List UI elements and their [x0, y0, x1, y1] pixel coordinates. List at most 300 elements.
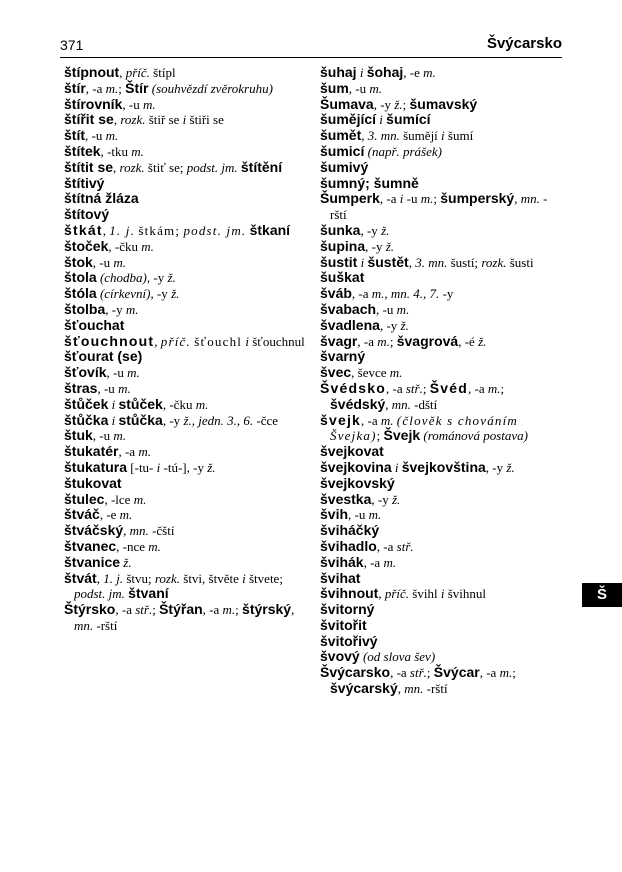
dictionary-entry — [64, 144, 308, 160]
entry-text: , -a — [202, 602, 223, 618]
dictionary-entry — [64, 349, 308, 365]
grammar-note: příč. — [160, 333, 191, 349]
headword: šohaj — [366, 64, 404, 80]
entry-text: , -a — [361, 412, 381, 428]
headword: štvát — [64, 569, 97, 586]
headword: švec — [320, 364, 352, 381]
grammar-note: m. — [377, 333, 390, 349]
entry-text: , -e — [403, 65, 424, 80]
grammar-note: podst. jm. — [74, 586, 125, 602]
grammar-note: mn. — [129, 523, 149, 539]
headword: štulec — [64, 490, 105, 507]
headword: štukatura — [64, 458, 128, 475]
headword: Švýcarsko — [320, 664, 391, 681]
entry-text: ; — [118, 80, 126, 96]
entry-text: švihl — [409, 586, 441, 602]
grammar-note: mn. — [74, 617, 94, 633]
headword: štůček — [64, 395, 109, 412]
entry-text: , -a — [118, 444, 139, 460]
grammar-note: i — [245, 333, 249, 349]
dictionary-entry — [320, 444, 564, 460]
headword: švédský — [330, 395, 386, 412]
headword: švitořivý — [320, 632, 378, 649]
entry-text: , -u — [106, 365, 128, 381]
entry-text: , -u — [92, 254, 114, 270]
entry-text: štípl — [149, 65, 176, 80]
headword: švejkovský — [320, 474, 395, 491]
entry-text: ; — [426, 665, 434, 681]
headword: švagrová — [396, 332, 459, 349]
headword: švejkovština — [401, 458, 486, 475]
headword: stůčka — [118, 411, 163, 428]
dictionary-entry — [320, 523, 564, 539]
grammar-note: 1. j. — [109, 222, 136, 238]
grammar-note: (člověk s chováním Švejka) — [330, 412, 519, 444]
headword: švový — [320, 648, 360, 665]
headword: šumicí — [320, 142, 365, 159]
headword: šumivý — [320, 158, 369, 175]
grammar-note: (od slova šev) — [362, 649, 436, 665]
grammar-note: ž. — [123, 554, 132, 570]
dictionary-entry — [64, 334, 308, 350]
grammar-note: m. — [396, 301, 410, 317]
dictionary-entry — [64, 112, 308, 128]
grammar-note: m. — [141, 238, 154, 254]
grammar-note: rozk. — [119, 159, 145, 175]
headword: švihat — [320, 569, 361, 586]
entry-text: , — [514, 191, 521, 207]
headword: štváčský — [64, 522, 124, 539]
entry-text: , -a — [479, 665, 500, 681]
header-rule — [60, 57, 562, 58]
grammar-note: rozk. — [154, 570, 181, 586]
running-head: Švýcarsko — [486, 35, 562, 52]
dictionary-entry — [320, 618, 564, 634]
entry-text: štvi, štvěte — [180, 570, 243, 586]
headword: Švédsko — [320, 379, 386, 396]
entry-text: , -u — [97, 380, 119, 396]
dictionary-entry — [320, 492, 564, 508]
headword: šviháčký — [320, 522, 380, 539]
grammar-note: ž. — [400, 317, 409, 333]
headword: Švéd — [429, 379, 468, 396]
entry-text: šťouchnul — [249, 333, 305, 349]
dictionary-entry — [320, 128, 564, 144]
headword: Šumperk — [320, 190, 380, 207]
dictionary-entry — [64, 555, 308, 571]
dictionary-entry — [64, 602, 308, 634]
grammar-note: 1. j. — [103, 570, 124, 586]
headword: štvaní — [128, 585, 169, 602]
headword: šupina — [320, 237, 366, 254]
grammar-note: ž. — [478, 333, 487, 349]
headword: Štýřan — [159, 601, 203, 618]
grammar-note: m. — [142, 96, 156, 112]
grammar-note: m. — [423, 65, 436, 80]
entry-text: ; — [402, 96, 410, 112]
entry-text: , -a — [379, 191, 400, 207]
headword: švejkovat — [320, 443, 384, 460]
entry-text: , — [96, 570, 104, 586]
entry-text: , — [385, 396, 392, 412]
entry-text: , -tku — [100, 143, 132, 159]
grammar-note: m. — [222, 602, 236, 618]
entry-text: , -a — [390, 665, 410, 681]
entry-text: šustí; — [447, 254, 482, 270]
headword: štkát — [64, 221, 103, 238]
dictionary-entry — [64, 318, 308, 334]
entry-text: , — [408, 254, 416, 270]
headword: šváb — [320, 285, 352, 302]
headword: šťouchat — [64, 316, 125, 333]
headword: švestka — [320, 490, 372, 507]
entry-text: štiři se — [186, 112, 224, 128]
grammar-note: příč. — [125, 65, 150, 80]
headword: štuk — [64, 427, 93, 444]
dictionary-entry — [320, 460, 564, 476]
headword: štváč — [64, 506, 100, 523]
entry-text: , — [123, 523, 130, 539]
dictionary-entry — [64, 444, 308, 460]
dictionary-entry — [320, 571, 564, 587]
dictionary-entry — [320, 144, 564, 160]
grammar-note: i — [111, 412, 116, 428]
dictionary-entry — [320, 555, 564, 571]
grammar-note: i — [394, 459, 399, 475]
dictionary-entry — [320, 413, 564, 445]
entry-text: , -nce — [116, 538, 149, 554]
headword: štoček — [64, 237, 109, 254]
headword: štírovník — [64, 95, 123, 112]
headword: švadlena — [320, 316, 380, 333]
dictionary-entry — [320, 239, 564, 255]
entry-text: , -a — [85, 80, 106, 96]
dictionary-entry — [320, 586, 564, 602]
headword: švihnout — [320, 585, 379, 602]
grammar-note: mn. — [391, 396, 411, 412]
grammar-note: rozk. — [120, 112, 146, 128]
headword: štůčka — [64, 411, 109, 428]
headword: švejk — [320, 411, 362, 428]
entry-text: šťouchl — [194, 333, 243, 349]
headword: štolba — [64, 300, 106, 317]
dictionary-entry — [320, 255, 564, 271]
entry-text: , -a — [351, 286, 372, 302]
headword: štras — [64, 379, 98, 396]
headword: štířit se — [64, 111, 114, 128]
entry-text: , -y — [105, 301, 126, 317]
dictionary-entry — [64, 207, 308, 223]
entry-text: , -y — [150, 286, 172, 302]
dictionary-entry — [64, 270, 308, 286]
dictionary-entry — [320, 634, 564, 650]
entry-text: -rští — [93, 617, 118, 633]
grammar-note: stř. — [396, 538, 414, 554]
dictionary-entry — [64, 97, 308, 113]
entry-text: , -y — [485, 459, 507, 475]
headword: Štír — [125, 79, 149, 96]
dictionary-entry — [320, 665, 564, 697]
grammar-note: m. — [133, 491, 147, 507]
headword: štóla — [64, 285, 97, 302]
dictionary-entry — [64, 81, 308, 97]
headword: švarný — [320, 348, 366, 365]
grammar-note: (chodba) — [99, 270, 147, 286]
grammar-note: m. — [113, 254, 127, 270]
dictionary-entry — [320, 365, 564, 381]
dictionary-entry — [320, 602, 564, 618]
entry-text: -rští — [423, 681, 448, 697]
headword: šumavský — [409, 95, 478, 112]
grammar-note: i — [440, 586, 445, 602]
entry-text: , — [361, 128, 368, 144]
grammar-note: m., mn. 4., 7. — [371, 286, 440, 302]
entry-text: , -y — [146, 270, 168, 286]
left-column — [64, 65, 308, 634]
dictionary-entry — [64, 239, 308, 255]
dictionary-entry — [64, 523, 308, 539]
grammar-note: stř. — [405, 380, 423, 396]
grammar-note: i — [359, 65, 364, 80]
entry-text: , -čku — [108, 238, 142, 254]
headword: švýcarský — [330, 680, 398, 697]
entry-text: šusti — [506, 254, 534, 270]
grammar-note: m. — [420, 191, 434, 207]
headword: štkaní — [249, 221, 291, 238]
entry-text: , — [113, 112, 121, 128]
entry-text: , — [102, 222, 110, 238]
grammar-note: (souhvězdí zvěrokruhu) — [151, 80, 273, 96]
dictionary-entry — [320, 223, 564, 239]
entry-text: -rští — [330, 191, 548, 223]
headword: štítit se — [64, 158, 114, 175]
headword: štítek — [64, 142, 101, 159]
headword: švitorný — [320, 601, 375, 618]
grammar-note: m. — [368, 507, 382, 523]
entry-text: , — [397, 681, 405, 697]
dictionary-entry — [64, 397, 308, 413]
grammar-note: (např. prášek) — [367, 143, 442, 159]
dictionary-entry — [320, 191, 564, 223]
entry-text: [-tu- — [127, 459, 157, 475]
entry-text: ; — [512, 665, 516, 681]
thumb-index-tab: Š — [582, 583, 622, 607]
headword: šťouchnout — [64, 332, 155, 349]
entry-text: , -u — [348, 507, 369, 523]
dictionary-entry — [320, 349, 564, 365]
page-header — [60, 35, 562, 59]
dictionary-entry — [320, 176, 564, 192]
headword: šuškat — [320, 269, 365, 286]
headword: šum — [320, 79, 349, 96]
grammar-note: podst. jm. — [183, 222, 247, 238]
entry-text: , -y — [379, 317, 401, 333]
entry-text: , -a — [376, 538, 397, 554]
entry-text: , -y — [360, 222, 382, 238]
entry-text: ; — [389, 333, 397, 349]
grammar-note: i — [156, 459, 161, 475]
headword: štít — [64, 127, 85, 144]
entry-text: , -lce — [104, 491, 134, 507]
grammar-note: m. — [380, 412, 394, 428]
headword: šumět — [320, 127, 362, 144]
grammar-note: ž. — [385, 238, 395, 254]
headword: šustět — [367, 253, 409, 270]
grammar-note: m. — [113, 428, 127, 444]
dictionary-entry — [64, 381, 308, 397]
dictionary-entry — [320, 286, 564, 302]
dictionary-entry — [64, 160, 308, 176]
dictionary-entry — [64, 413, 308, 429]
grammar-note: m. — [105, 128, 119, 144]
entry-text: , -y — [162, 412, 184, 428]
dictionary-entry — [64, 492, 308, 508]
grammar-note: ž. — [207, 459, 216, 475]
grammar-note: i — [399, 191, 404, 207]
dictionary-entry — [64, 302, 308, 318]
grammar-note: stř. — [409, 665, 427, 681]
grammar-note: ž. — [391, 491, 401, 507]
grammar-note: mn. — [404, 681, 424, 697]
entry-text: , -u — [85, 128, 106, 144]
headword: šumící — [386, 111, 431, 128]
headword: šuhaj — [320, 64, 357, 80]
headword: Šumava — [320, 95, 374, 112]
headword: švihadlo — [320, 537, 377, 554]
right-column — [320, 65, 564, 697]
entry-text: , -a — [386, 380, 406, 396]
entry-text: , -y — [371, 491, 392, 507]
dictionary-entry — [320, 65, 564, 81]
entry-text: , -u — [122, 96, 143, 112]
entry-text: -u — [403, 191, 421, 207]
dictionary-entry — [320, 476, 564, 492]
headword: štítový — [64, 206, 110, 223]
grammar-note: (románová postava) — [423, 428, 528, 444]
headword: štok — [64, 253, 93, 270]
headword: šustit — [320, 253, 358, 270]
grammar-note: i — [379, 112, 383, 128]
entry-text: , -čku — [162, 396, 196, 412]
grammar-note: m. — [148, 538, 161, 554]
dictionary-entry — [320, 381, 564, 413]
grammar-note: ž. — [381, 222, 390, 238]
dictionary-entry — [64, 286, 308, 302]
grammar-note: ž. — [506, 459, 515, 475]
grammar-note: podst. jm. — [186, 159, 238, 175]
grammar-note: m. — [138, 444, 151, 460]
headword: Švejk — [383, 427, 421, 444]
grammar-note: m. — [105, 80, 119, 96]
dictionary-entry — [64, 128, 308, 144]
dictionary-entry — [64, 255, 308, 271]
dictionary-entry — [64, 223, 308, 239]
headword: štvanec — [64, 537, 117, 554]
headword: švih — [320, 506, 349, 523]
entry-text: , -a — [115, 602, 136, 618]
grammar-note: mn. — [520, 191, 540, 207]
headword: šunka — [320, 221, 361, 238]
entry-text: ; — [500, 380, 505, 396]
grammar-note: m. — [389, 365, 403, 381]
dictionary-entry — [320, 649, 564, 665]
dictionary-entry — [320, 302, 564, 318]
entry-text: ; — [235, 602, 243, 618]
headword: šumějící — [320, 111, 377, 128]
grammar-note: i — [360, 254, 365, 270]
grammar-note: 3. mn. — [367, 128, 400, 144]
entry-text: štiť se; — [144, 159, 187, 175]
page-number: 371 — [60, 37, 84, 53]
headword: štukovat — [64, 474, 122, 491]
headword: šťourat (se) — [64, 348, 143, 365]
grammar-note: příč. — [384, 586, 410, 602]
grammar-note: m. — [383, 554, 397, 570]
entry-text: -tú-], -y — [160, 459, 208, 475]
headword: Štýrsko — [64, 601, 116, 618]
entry-text: , ševce — [351, 365, 390, 381]
grammar-note: i — [441, 128, 445, 144]
entry-text: , -u — [92, 428, 114, 444]
dictionary-entry — [320, 160, 564, 176]
entry-text: , — [291, 602, 295, 618]
grammar-note: i — [182, 112, 187, 128]
entry-text: , -y — [365, 238, 386, 254]
entry-text: , — [119, 65, 126, 80]
grammar-note: m. — [119, 507, 133, 523]
headword: šumný; šumně — [320, 174, 419, 191]
grammar-note: ž. — [167, 270, 176, 286]
dictionary-entry — [64, 65, 308, 81]
headword: švabach — [320, 300, 377, 317]
headword: švitořit — [320, 616, 367, 633]
entry-text: štvu; — [123, 570, 155, 586]
entry-text: , -u — [348, 80, 370, 96]
dictionary-entry — [320, 318, 564, 334]
entry-text: -y — [439, 286, 454, 302]
grammar-note: stř. — [135, 602, 153, 618]
grammar-note: m. — [131, 143, 144, 159]
headword: švagr — [320, 332, 358, 349]
entry-text: , -a — [357, 333, 378, 349]
headword: stůček — [118, 395, 163, 412]
entry-text: šumějí — [399, 128, 442, 144]
headword: švejkovina — [320, 458, 392, 475]
entry-text: , -é — [458, 333, 479, 349]
dictionary-entry — [64, 191, 308, 207]
headword: štítění — [240, 158, 283, 175]
grammar-note: m. — [499, 665, 513, 681]
dictionary-entry — [320, 334, 564, 350]
headword: štítivý — [64, 174, 105, 191]
entry-text: , -a — [467, 380, 488, 396]
entry-text: , — [154, 333, 161, 349]
entry-text: ; — [152, 602, 160, 618]
entry-text: štiř se — [145, 112, 183, 128]
entry-text: štvete; — [245, 570, 283, 586]
dictionary-entry — [320, 539, 564, 555]
grammar-note: rozk. — [481, 254, 507, 270]
entry-text: švihnul — [444, 586, 487, 602]
dictionary-entry — [64, 507, 308, 523]
entry-text: -dští — [410, 396, 438, 412]
entry-text: , — [378, 586, 385, 602]
dictionary-entry — [64, 460, 308, 476]
grammar-note: m. — [125, 301, 139, 317]
dictionary-entry — [64, 428, 308, 444]
headword: štukatér — [64, 443, 119, 460]
entry-text: , — [113, 159, 120, 175]
